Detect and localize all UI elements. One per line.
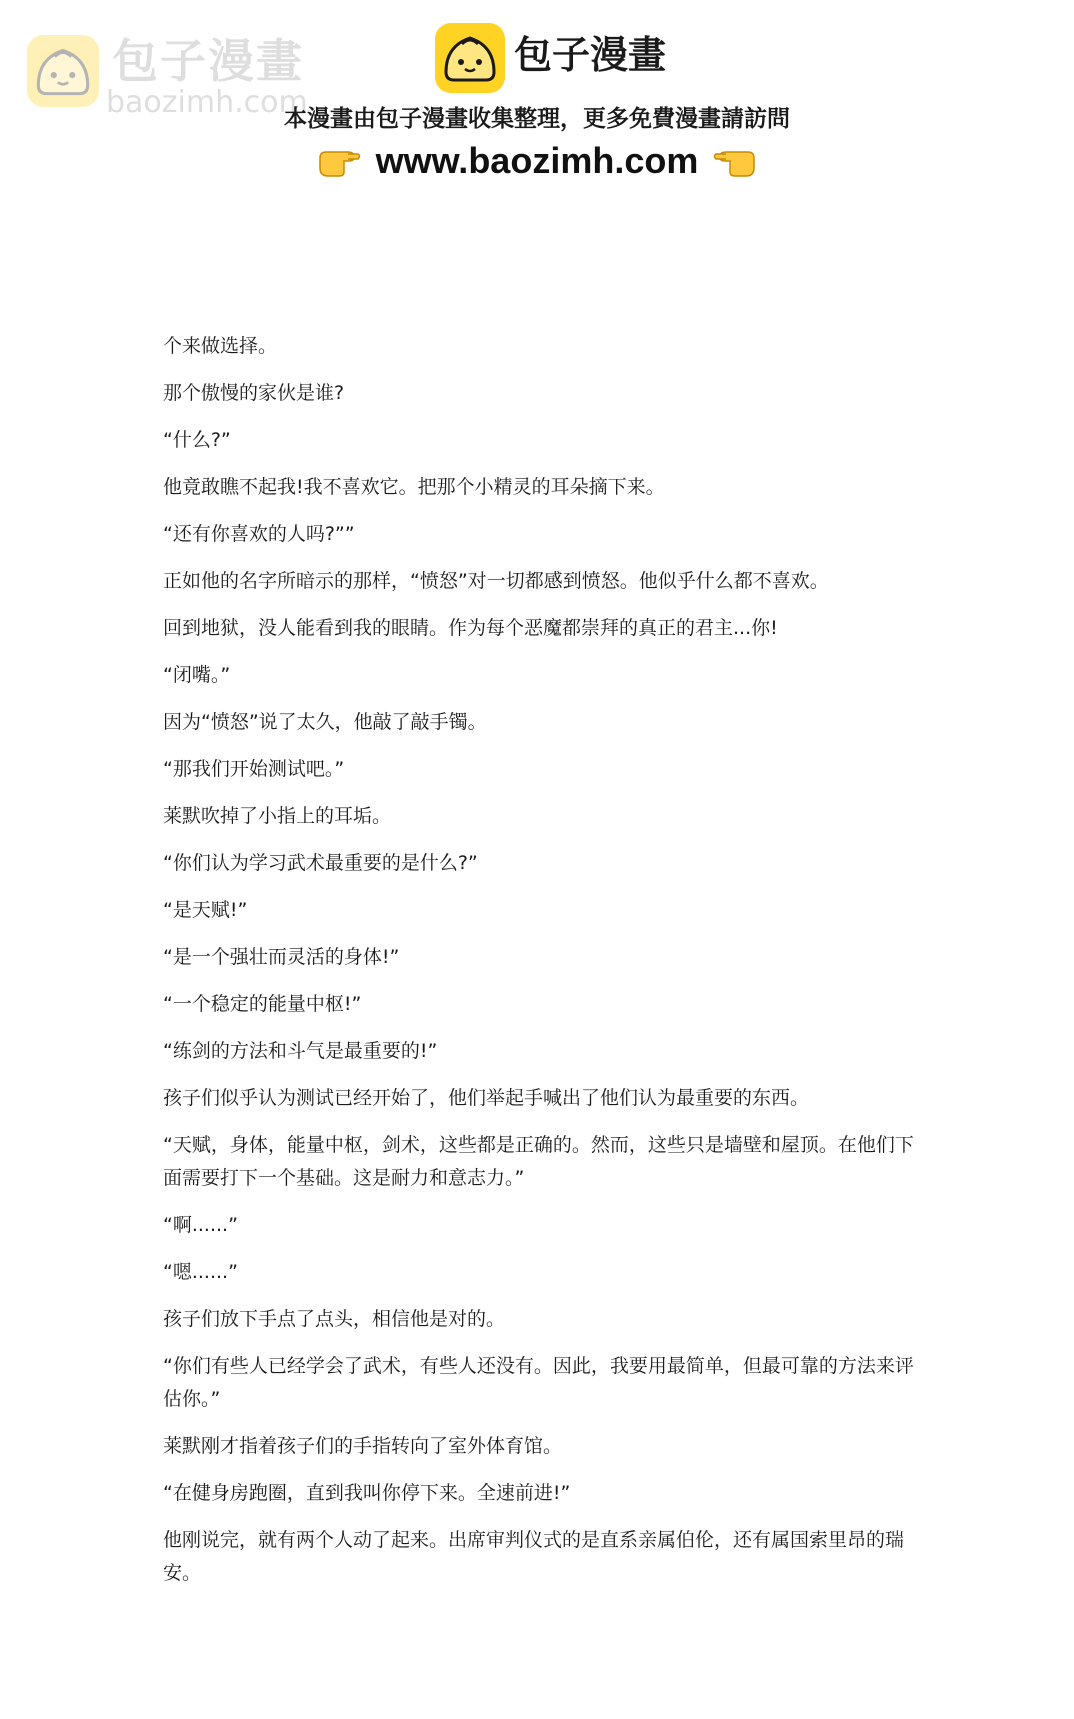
paragraph: 他刚说完，就有两个人动了起来。出席审判仪式的是直系亲属伯伦，还有属国索里昂的瑞安。 — [163, 1529, 905, 1584]
paragraph: “你们认为学习武术最重要的是什么?” — [163, 852, 478, 874]
paragraph: 回到地狱，没人能看到我的眼睛。作为每个恶魔都崇拜的真正的君主...你! — [163, 617, 778, 639]
watermark-domain: baozimh.com — [106, 85, 308, 120]
paragraph: “是天赋!” — [163, 899, 248, 921]
header-tagline: 本漫畫由包子漫畫收集整理，更多免費漫畫請訪問 — [284, 106, 790, 132]
paragraph: “在健身房跑圈，直到我叫你停下来。全速前进!” — [163, 1482, 571, 1504]
watermark-brand: 包子漫畫 — [112, 34, 304, 88]
paragraph: “嗯......” — [163, 1261, 238, 1283]
pointing-right-hand-icon — [318, 144, 362, 178]
paragraph: “天赋，身体，能量中枢，剑术，这些都是正确的。然而，这些只是墙壁和屋顶。在他们下面需要打下一个基础。这是耐力和意志力。” — [163, 1134, 914, 1189]
paragraph: “啊......” — [163, 1214, 238, 1236]
paragraph: 孩子们放下手点了点头，相信他是对的。 — [163, 1308, 506, 1330]
paragraph: “一个稳定的能量中枢!” — [163, 993, 362, 1015]
paragraph: 个来做选择。 — [163, 335, 278, 357]
paragraph: 正如他的名字所暗示的那样，“愤怒”对一切都感到愤怒。他似乎什么都不喜欢。 — [163, 570, 829, 592]
paragraph: 那个傲慢的家伙是谁? — [163, 382, 345, 404]
bun-logo-icon — [434, 22, 506, 94]
chapter-text — [163, 330, 923, 1604]
paragraph: “练剑的方法和斗气是最重要的!” — [163, 1040, 438, 1062]
paragraph: 因为“愤怒”说了太久，他敲了敲手镯。 — [163, 711, 487, 733]
paragraph: 孩子们似乎认为测试已经开始了，他们举起手喊出了他们认为最重要的东西。 — [163, 1087, 810, 1109]
pointing-left-hand-icon — [712, 144, 756, 178]
paragraph: “那我们开始测试吧。” — [163, 758, 345, 780]
paragraph: “还有你喜欢的人吗?”” — [163, 523, 355, 545]
header-url-row — [0, 140, 1074, 182]
paragraph: “闭嘴。” — [163, 664, 231, 686]
header-brand: 包子漫畫 — [514, 33, 667, 77]
paragraph: 他竟敢瞧不起我!我不喜欢它。把那个小精灵的耳朵摘下来。 — [163, 476, 665, 498]
bun-logo-icon — [26, 34, 100, 108]
paragraph: “是一个强壮而灵活的身体!” — [163, 946, 400, 968]
paragraph: “你们有些人已经学会了武术，有些人还没有。因此，我要用最简单，但最可靠的方法来评估你。” — [163, 1355, 914, 1410]
header-url[interactable]: www.baozimh.com — [375, 140, 699, 181]
paragraph: “什么?” — [163, 429, 231, 451]
paragraph: 莱默吹掉了小指上的耳垢。 — [163, 805, 392, 827]
paragraph: 莱默刚才指着孩子们的手指转向了室外体育馆。 — [163, 1435, 563, 1457]
